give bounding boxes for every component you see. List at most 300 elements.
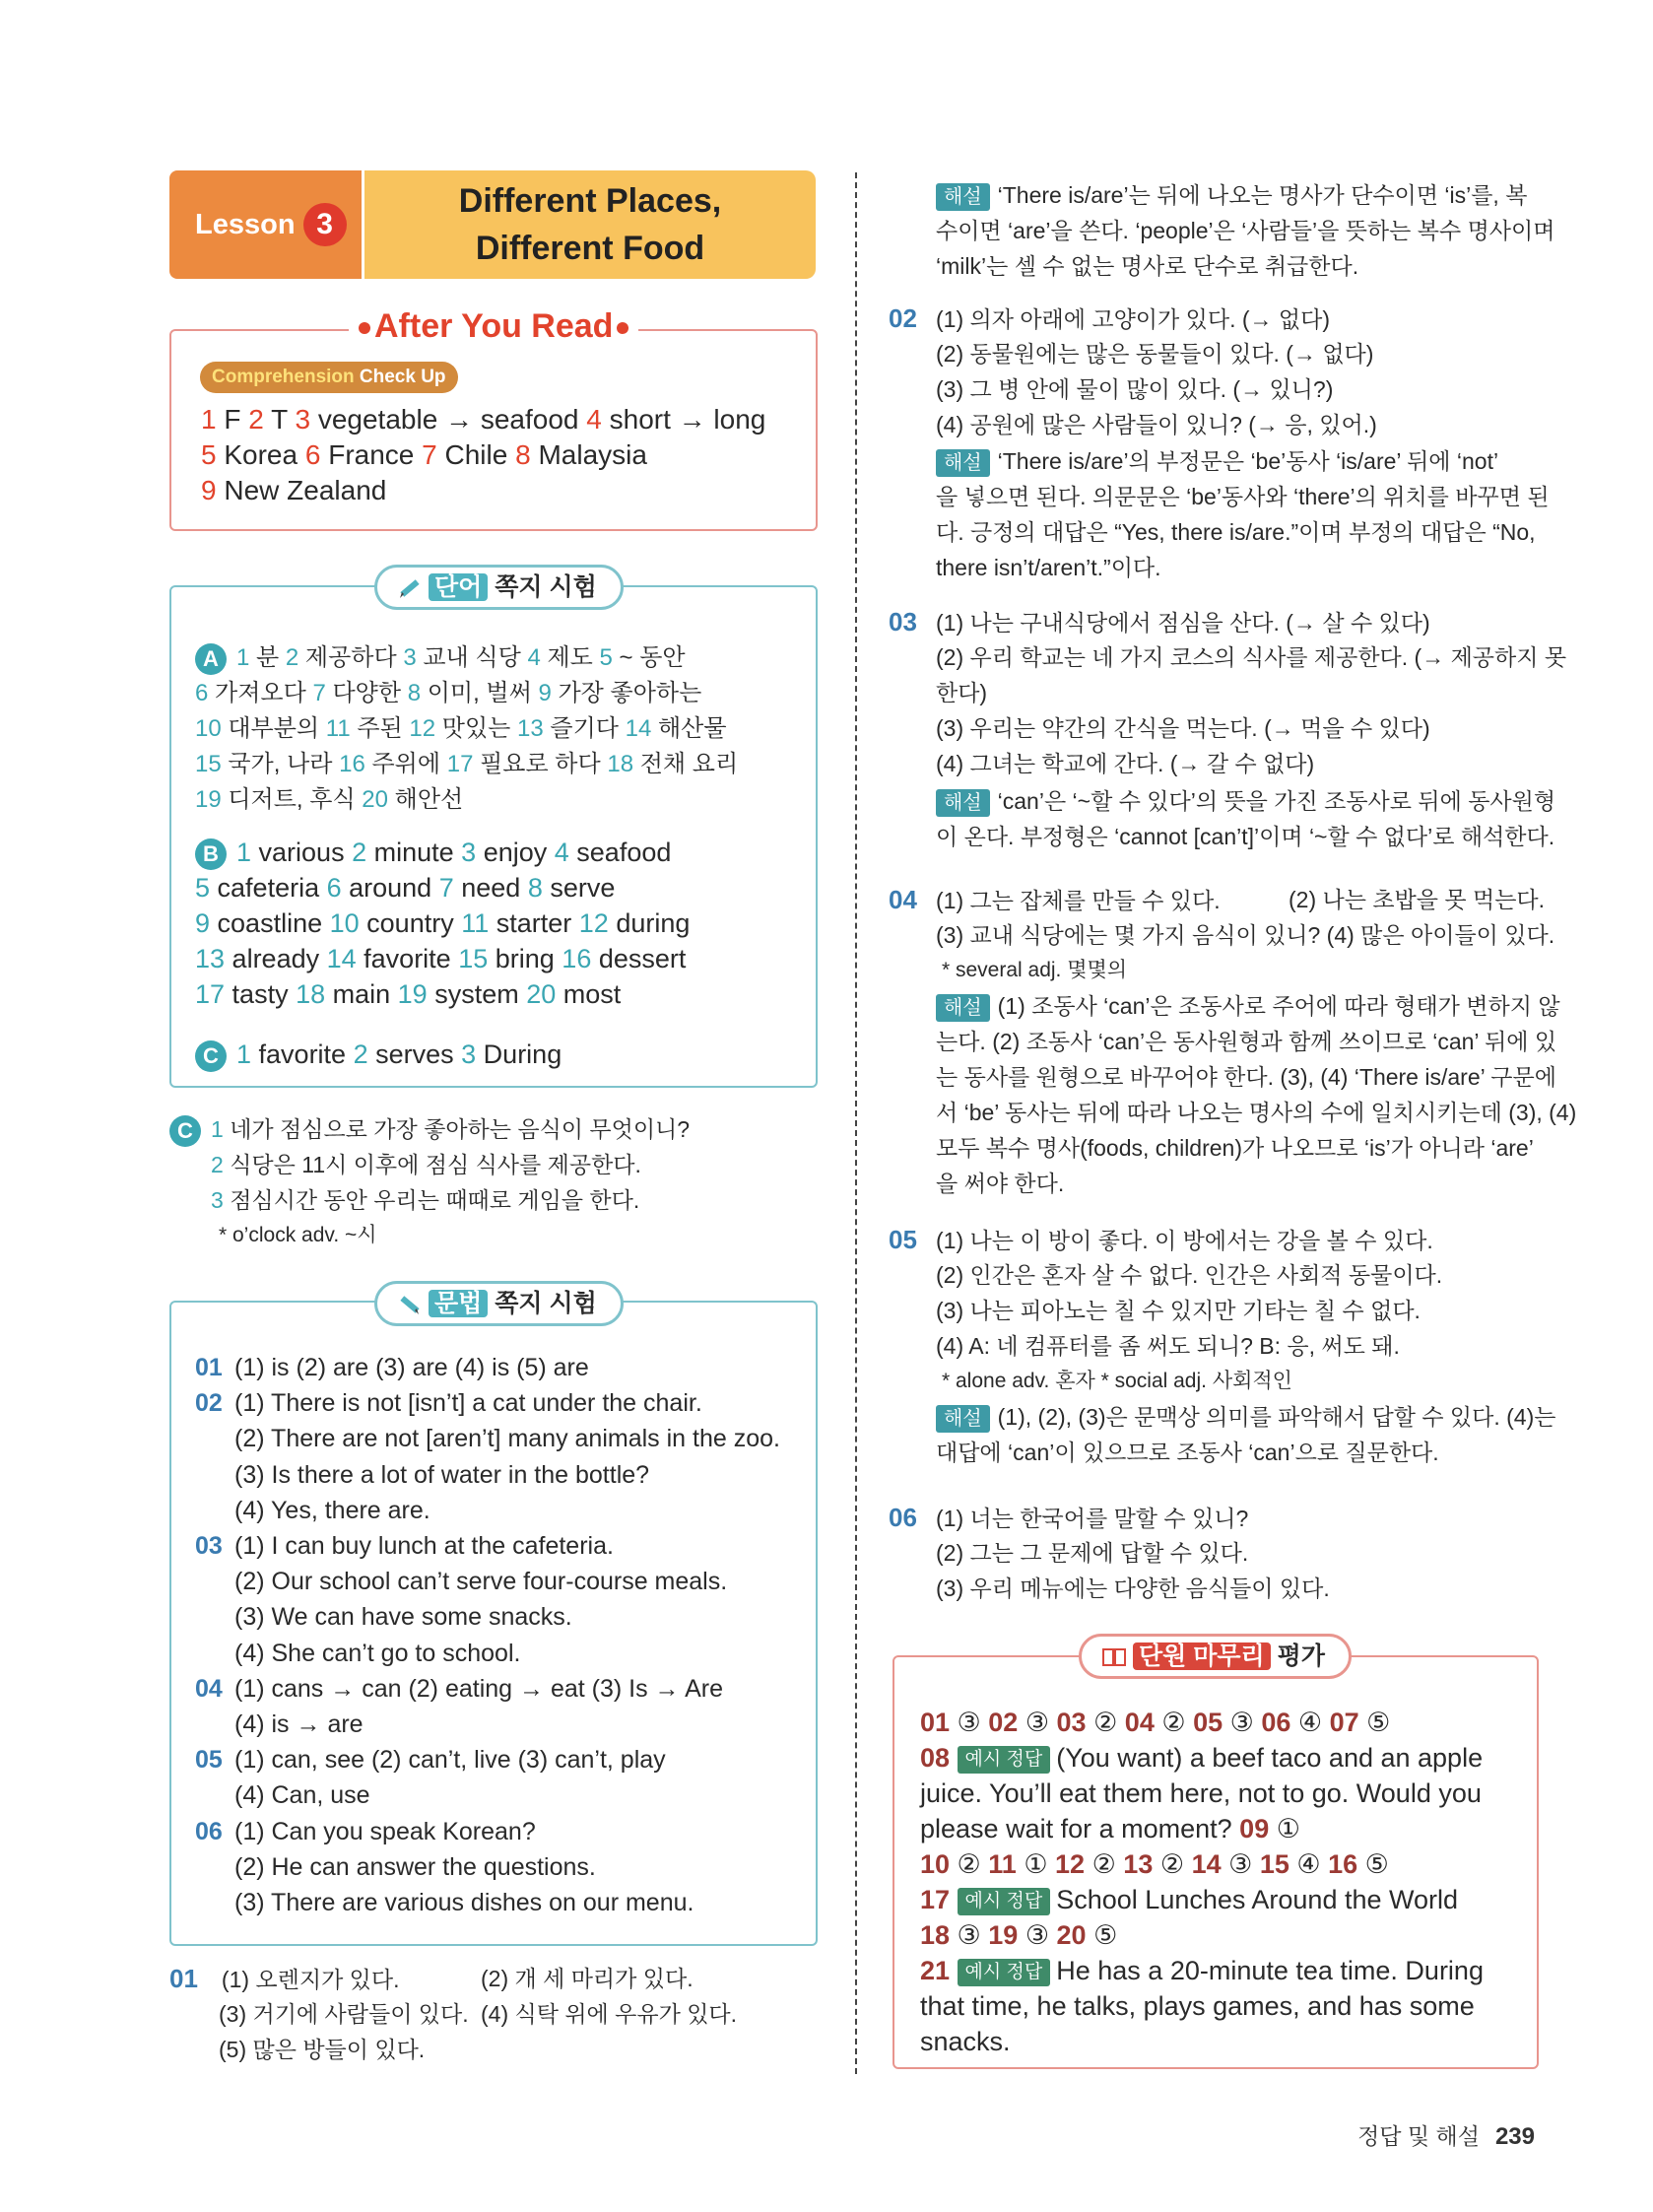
- unit-text: (You want) a beef taco and an apple: [1056, 1743, 1484, 1773]
- explanation-tag: 해설: [936, 449, 990, 477]
- unit-text: please wait for a moment?: [920, 1814, 1240, 1843]
- q-row: [889, 1328, 1400, 1364]
- unit-num: 04: [1124, 1708, 1155, 1737]
- vocab-b-row: [195, 905, 690, 941]
- explanation-tag: 해설: [936, 789, 990, 817]
- vocab-num: 6: [195, 680, 209, 706]
- explanation-text: 모두 복수 명사(foods, children)가 나오므로 ‘is’가 아니라 ‘are’: [936, 1135, 1534, 1161]
- grammar-row: [195, 1350, 589, 1385]
- explanation-text: 을 써야 한다.: [936, 1171, 1065, 1196]
- explanation-text: ‘can’은 ‘~할 수 있다’의 뜻을 가진 조동사로 뒤에 동사원형: [997, 788, 1556, 814]
- vocab-num: 17: [446, 751, 474, 777]
- c-text: 점심시간 동안 우리는 때때로 게임을 한다.: [230, 1187, 640, 1213]
- lb-row2a: (3) 거기에 사람들이 있다.: [219, 2001, 469, 2027]
- grammar-answer: (2) Our school can’t serve four-course meals.: [234, 1568, 728, 1596]
- c-note: * o’clock adv. ~시: [219, 1224, 377, 1246]
- grammar-answer: (4) She can’t go to school.: [234, 1639, 521, 1667]
- q02-expl-row: [936, 443, 1498, 479]
- unit-answer: ③: [1018, 1708, 1057, 1737]
- vocab-answer: 맛있는: [435, 715, 518, 742]
- unit-q17: [920, 1882, 1458, 1917]
- c-korean-row: [169, 1147, 641, 1182]
- vocab-answer: minute: [366, 838, 462, 867]
- unit-q08-l3: [920, 1811, 1300, 1846]
- q-row: [889, 639, 1566, 675]
- vocab-c-row: [195, 1037, 562, 1072]
- pencil-icon: [397, 575, 423, 601]
- explanation-tag: 해설: [936, 1405, 990, 1433]
- ayr-answer: France: [320, 439, 423, 470]
- unit-answer: ②: [1086, 1708, 1125, 1737]
- q-text: (1) 너는 한국어를 말할 수 있니?: [936, 1506, 1249, 1531]
- vocab-b-row: [195, 941, 686, 976]
- vocab-answer: 해산물: [651, 715, 727, 742]
- vocab-answer: around: [341, 873, 439, 903]
- c-num: 1: [211, 1116, 231, 1142]
- vocab-b-row: [195, 835, 671, 870]
- lb-row3a: (5) 많은 방들이 있다.: [219, 2037, 426, 2062]
- ayr-num: 2: [248, 404, 264, 435]
- vocab-a-row: [195, 747, 738, 782]
- q03-expl-row: [936, 783, 1555, 819]
- vocab-num: 8: [407, 680, 422, 706]
- q-row: [889, 604, 1430, 640]
- q04-expl-row: [936, 1095, 1576, 1130]
- grammar-answer: (1) can, see (2) can’t, live (3) can’t, play: [234, 1746, 666, 1775]
- q-row: [889, 1571, 1330, 1606]
- q04-expl-row: [936, 1024, 1556, 1059]
- q04-row2: (3) 교내 식당에는 몇 가지 음식이 있니? (4) 많은 아이들이 있다.: [936, 922, 1555, 948]
- q05-expl-row: [936, 1399, 1555, 1435]
- unit-answer: ③: [950, 1920, 989, 1950]
- q-text: (3) 나는 피아노는 칠 수 있지만 기타는 칠 수 없다.: [936, 1298, 1421, 1323]
- q04-note: * several adj. 몇몇의: [942, 959, 1128, 981]
- vocab-num: 16: [339, 751, 365, 777]
- q-row: [889, 1500, 1248, 1536]
- vocab-num: 12: [578, 908, 609, 938]
- q-text: (2) 인간은 혼자 살 수 없다. 인간은 사회적 동물이다.: [936, 1262, 1443, 1288]
- vocab-num: 19: [397, 979, 428, 1009]
- vocab-answer: system: [427, 979, 527, 1009]
- grammar-answer: (3) Is there a lot of water in the bottle?: [234, 1460, 650, 1489]
- explanation-text: 는다. (2) 조동사 ‘can’은 동사원형과 함께 쓰이므로 ‘can’ 뒤에 있: [936, 1029, 1557, 1054]
- vocab-answer: 제도: [540, 644, 600, 671]
- vocab-answer: serves: [367, 1039, 462, 1069]
- q-row: [889, 336, 1373, 371]
- unit-row3: [920, 1846, 1389, 1882]
- grammar-num: 01: [195, 1354, 223, 1381]
- vocab-num: 18: [296, 979, 326, 1009]
- ayr-num: 8: [515, 439, 531, 470]
- explanation-text: ‘milk’는 셀 수 없는 명사로 단수로 취급한다.: [936, 253, 1359, 279]
- vocab-num: 3: [403, 644, 417, 671]
- vocab-num: 8: [527, 873, 543, 903]
- unit-q08: [920, 1740, 1483, 1776]
- explanation-text: 대답에 ‘can’이 있으므로 조동사 ‘can’으로 질문한다.: [936, 1440, 1439, 1465]
- ayr-num: 3: [295, 404, 311, 435]
- vocab-answer: favorite: [356, 944, 459, 973]
- vocab-answer: cafeteria: [210, 873, 327, 903]
- ayr-num: 6: [304, 439, 321, 470]
- vocab-num: 13: [517, 715, 544, 742]
- vocab-a-row: [195, 782, 463, 818]
- unit-answer: ⑤: [1086, 1920, 1118, 1950]
- vocab-answer: 전채 요리: [633, 751, 739, 777]
- unit-num: 13: [1123, 1849, 1154, 1879]
- explanation-tag: 해설: [936, 183, 990, 211]
- ayr-num: 5: [201, 439, 217, 470]
- grammar-num: 06: [195, 1817, 223, 1845]
- q-row: [889, 1257, 1442, 1293]
- vocab-answer: dessert: [591, 944, 687, 973]
- vocab-b-row: [195, 870, 615, 905]
- unit-answer: ①: [1016, 1849, 1056, 1879]
- unit-num: 20: [1056, 1920, 1087, 1950]
- section-b-circle: B: [195, 838, 227, 870]
- vocab-num: 2: [285, 644, 299, 671]
- ayr-answer: short → long: [601, 404, 766, 435]
- grammar-row: [195, 1385, 702, 1421]
- grammar-row: [195, 1849, 596, 1885]
- vocab-num: 20: [526, 979, 557, 1009]
- q-text: (3) 그 병 안에 물이 많이 있다. (→ 있니?): [936, 376, 1334, 402]
- title-line1: Different Places,: [458, 182, 722, 220]
- vocab-answer: need: [453, 873, 528, 903]
- q04-expl-row: [936, 988, 1560, 1024]
- grammar-answer: (4) Yes, there are.: [234, 1496, 430, 1524]
- c-korean-row: [169, 1182, 639, 1218]
- vocab-answer: 가장 좋아하는: [551, 680, 702, 706]
- grammar-answer: (2) There are not [aren’t] many animals in the zoo.: [234, 1425, 780, 1453]
- vocab-a-row: [195, 711, 727, 747]
- unit-answer: ⑤: [1358, 1708, 1391, 1737]
- grammar-row: [195, 1671, 723, 1707]
- vocab-num: 1: [236, 1039, 252, 1069]
- book-icon: [1101, 1644, 1127, 1670]
- grammar-row: [195, 1742, 666, 1777]
- vocab-num: 1: [236, 644, 250, 671]
- vocab-num: 12: [409, 715, 436, 742]
- grammar-num: 03: [195, 1532, 223, 1560]
- c-text: 네가 점심으로 가장 좋아하는 음식이 무엇이니?: [230, 1116, 691, 1142]
- ayr-answer: New Zealand: [216, 475, 387, 505]
- vocab-answer: various: [251, 838, 353, 867]
- q-row: [889, 1222, 1433, 1258]
- vocab-answer: ~ 동안: [612, 644, 686, 671]
- c-text: 식당은 11시 이후에 점심 식사를 제공한다.: [230, 1152, 641, 1177]
- unit-answer: ③: [1221, 1849, 1260, 1879]
- vocab-a-row: [195, 676, 701, 711]
- vocab-answer: main: [325, 979, 398, 1009]
- ayr-num: 4: [586, 404, 602, 435]
- q-row: [889, 1293, 1421, 1328]
- lesson-label: [169, 170, 362, 279]
- grammar-answer: (4) Can, use: [234, 1781, 370, 1810]
- ayr-answer: Korea: [216, 439, 305, 470]
- grammar-row: [195, 1457, 649, 1493]
- unit-answer: ②: [1085, 1849, 1124, 1879]
- section-c-circle: C: [195, 1040, 227, 1072]
- grammar-answer: (1) cans → can (2) eating → eat (3) Is → Are: [234, 1674, 724, 1703]
- vocab-answer: most: [556, 979, 622, 1009]
- vocab-num: 20: [362, 786, 388, 813]
- vocab-answer: tasty: [225, 979, 297, 1009]
- vocab-answer: serve: [542, 873, 616, 903]
- explanation-text: 는 동사를 원형으로 바꾸어야 한다. (3), (4) ‘There is/are’ 구문에: [936, 1064, 1556, 1090]
- q-row: [889, 746, 1314, 781]
- q-text: (2) 그는 그 문제에 답할 수 있다.: [936, 1540, 1249, 1566]
- vocab-num: 11: [325, 715, 351, 742]
- unit-num: 11: [988, 1849, 1017, 1879]
- ayr-answer: Malaysia: [530, 439, 647, 470]
- ayr-num: 9: [201, 475, 217, 505]
- lb-row1b: (2) 개 세 마리가 있다.: [481, 1966, 694, 1991]
- unit-answer: ③: [1018, 1920, 1057, 1950]
- unit-answer: ①: [1269, 1814, 1300, 1843]
- grammar-answer: (1) is (2) are (3) are (4) is (5) are: [234, 1354, 589, 1381]
- unit-answer: ④: [1289, 1849, 1329, 1879]
- section-c-circle: C: [169, 1115, 201, 1147]
- q-num: 02: [889, 303, 917, 333]
- q05-expl-row: [936, 1435, 1439, 1470]
- grammar-quiz-badge: 문법 쪽지 시험: [374, 1281, 624, 1326]
- unit-num: 01: [920, 1708, 951, 1737]
- lb-row2b: (4) 식탁 위에 우유가 있다.: [481, 2001, 738, 2027]
- unit-num: 08: [920, 1743, 958, 1773]
- vocab-num: 9: [195, 908, 211, 938]
- unit-num: 12: [1055, 1849, 1086, 1879]
- q-text: (1) 나는 이 방이 좋다. 이 방에서는 강을 볼 수 있다.: [936, 1228, 1433, 1253]
- section-a-circle: A: [195, 643, 227, 675]
- vocab-answer: 분: [249, 644, 286, 671]
- grammar-row: [195, 1777, 370, 1813]
- q04-expl-row: [936, 1130, 1534, 1166]
- title-line2: Different Food: [475, 230, 705, 267]
- explanation-text: (1), (2), (3)은 문맥상 의미를 파악해서 답할 수 있다. (4)는: [997, 1404, 1556, 1430]
- top-expl-row: [936, 248, 1358, 284]
- explanation-text: 다. 긍정의 대답은 “Yes, there is/are.”이며 부정의 대답은 “No,: [936, 519, 1536, 545]
- grammar-answer: (3) We can have some snacks.: [234, 1603, 572, 1632]
- grammar-row: [195, 1564, 727, 1599]
- q-text: (3) 우리는 약간의 간식을 먹는다. (→ 먹을 수 있다): [936, 715, 1430, 741]
- q-num: 06: [889, 1503, 917, 1532]
- vocab-num: 10: [329, 908, 360, 938]
- vocab-answer: 즐기다: [543, 715, 626, 742]
- grammar-answer: (2) He can answer the questions.: [234, 1852, 596, 1881]
- vocab-answer: 제공하다: [298, 644, 404, 671]
- grammar-answer: (3) There are various dishes on our menu.: [234, 1889, 694, 1916]
- q-num: 03: [889, 607, 917, 637]
- example-answer-tag: 예시 정답: [958, 1746, 1051, 1774]
- unit-answer: ②: [950, 1849, 989, 1879]
- q-text: (1) 나는 구내식당에서 점심을 산다. (→ 살 수 있다): [936, 610, 1430, 636]
- unit-text: He has a 20-minute tea time. During: [1056, 1956, 1484, 1985]
- unit-num: 03: [1056, 1708, 1087, 1737]
- vocab-num: 17: [195, 979, 226, 1009]
- unit-test-badge: 단원 마무리 평가: [1079, 1634, 1352, 1679]
- unit-num: 07: [1329, 1708, 1359, 1737]
- column-divider: [855, 172, 857, 2074]
- vocab-answer: starter: [489, 908, 579, 938]
- vocab-quiz-badge: 단어 쪽지 시험: [374, 565, 624, 610]
- lesson-title: [364, 170, 816, 279]
- unit-answer: ②: [1154, 1708, 1194, 1737]
- unit-answer: ④: [1290, 1708, 1330, 1737]
- unit-num: 09: [1239, 1814, 1270, 1843]
- unit-num: 17: [920, 1885, 958, 1914]
- grammar-row: [195, 1814, 536, 1849]
- unit-row1: [920, 1705, 1390, 1740]
- unit-num: 02: [988, 1708, 1019, 1737]
- vocab-num: 1: [236, 838, 252, 867]
- q-row: [889, 371, 1333, 407]
- vocab-answer: During: [476, 1039, 562, 1069]
- ayr-row: [201, 402, 765, 437]
- q-text: (4) A: 네 컴퓨터를 좀 써도 되니? B: 응, 써도 돼.: [936, 1333, 1400, 1359]
- explanation-text: (1) 조동사 ‘can’은 조동사로 주어에 따라 형태가 변하지 않: [997, 993, 1560, 1019]
- vocab-answer: seafood: [568, 838, 672, 867]
- vocab-num: 6: [326, 873, 342, 903]
- grammar-row: [195, 1707, 364, 1742]
- grammar-row: [195, 1599, 572, 1635]
- unit-num: 19: [988, 1920, 1019, 1950]
- unit-num: 06: [1261, 1708, 1291, 1737]
- grammar-answer: (1) There is not [isn’t] a cat under the chair.: [234, 1389, 702, 1418]
- page-footer: 정답 및 해설 239: [1357, 2123, 1535, 2150]
- vocab-num: 13: [195, 944, 226, 973]
- grammar-row: [195, 1493, 430, 1528]
- c-korean-row: [169, 1111, 690, 1147]
- ayr-answer: F: [216, 404, 249, 435]
- vocab-num: 5: [195, 873, 211, 903]
- unit-num: 18: [920, 1920, 951, 1950]
- grammar-answer: (1) I can buy lunch at the cafeteria.: [234, 1532, 614, 1560]
- explanation-text: there isn’t/aren’t.”이다.: [936, 555, 1161, 580]
- unit-answer: ②: [1153, 1849, 1192, 1879]
- example-answer-tag: 예시 정답: [958, 1959, 1051, 1986]
- grammar-row: [195, 1885, 694, 1920]
- vocab-answer: country: [359, 908, 462, 938]
- vocab-num: 5: [599, 644, 613, 671]
- vocab-num: 2: [353, 1039, 368, 1069]
- vocab-num: 14: [326, 944, 357, 973]
- q-text: (1) 의자 아래에 고양이가 있다. (→ 없다): [936, 306, 1330, 332]
- ayr-num: 1: [201, 404, 217, 435]
- explanation-tag: 해설: [936, 994, 990, 1022]
- ayr-answer: T: [263, 404, 296, 435]
- vocab-answer: during: [608, 908, 691, 938]
- ayr-answer: Chile: [436, 439, 516, 470]
- after-you-read-title: After You Read: [349, 307, 638, 346]
- unit-num: 14: [1191, 1849, 1222, 1879]
- ayr-num: 7: [422, 439, 437, 470]
- vocab-num: 15: [458, 944, 489, 973]
- vocab-answer: 해안선: [388, 786, 464, 813]
- vocab-b-row: [195, 976, 621, 1012]
- q03-expl-row: [936, 819, 1554, 854]
- grammar-num: 02: [195, 1389, 223, 1418]
- vocab-num: 11: [461, 908, 490, 938]
- vocab-num: 3: [461, 838, 477, 867]
- lb-row1: 01 (1) 오렌지가 있다.: [169, 1964, 400, 1993]
- vocab-answer: 대부분의: [221, 715, 326, 742]
- vocab-answer: enjoy: [476, 838, 555, 867]
- vocab-num: 10: [195, 715, 222, 742]
- q02-expl-row: [936, 514, 1536, 550]
- q-text: (1) 그는 잡체를 만들 수 있다.: [936, 888, 1221, 913]
- unit-row5: [920, 1917, 1117, 1953]
- ayr-row: [201, 437, 647, 473]
- unit-answer: ③: [950, 1708, 989, 1737]
- explanation-text: 이 온다. 부정형은 ‘cannot [can’t]’이며 ‘~할 수 없다’로 해석한다.: [936, 824, 1555, 849]
- grammar-num: 05: [195, 1746, 223, 1775]
- unit-q21-l3: snacks.: [920, 2027, 1011, 2056]
- pencil-icon: [397, 1292, 423, 1317]
- vocab-num: 9: [538, 680, 552, 706]
- unit-q08-l2: juice. You’ll eat them here, not to go. Would you: [920, 1778, 1482, 1808]
- vocab-answer: 주된: [350, 715, 410, 742]
- q-text: (2) 동물원에는 많은 동물들이 있다. (→ 없다): [936, 341, 1374, 367]
- unit-num: 05: [1193, 1708, 1223, 1737]
- vocab-num: 15: [195, 751, 222, 777]
- q04-expl-row: [936, 1059, 1556, 1095]
- grammar-row: [195, 1636, 520, 1671]
- unit-answer: ⑤: [1357, 1849, 1389, 1879]
- unit-num: 21: [920, 1956, 958, 1985]
- q-row: [889, 710, 1430, 746]
- vocab-answer: 이미, 벌써: [421, 680, 539, 706]
- lesson-text: Lesson: [195, 208, 296, 240]
- vocab-answer: 필요로 하다: [473, 751, 608, 777]
- unit-q21-l2: that time, he talks, plays games, and has some: [920, 1991, 1475, 2021]
- grammar-num: 04: [195, 1674, 223, 1703]
- q05-note: * alone adv. 혼자 * social adj. 사회적인: [942, 1370, 1292, 1392]
- explanation-text: ‘There is/are’의 부정문은 ‘be’동사 ‘is/are’ 뒤에 ‘not’: [997, 448, 1499, 474]
- vocab-num: 4: [527, 644, 541, 671]
- q-text: (2) 우리 학교는 네 가지 코스의 식사를 제공한다. (→ 제공하지 못: [936, 644, 1567, 670]
- vocab-answer: 국가, 나라: [221, 751, 340, 777]
- unit-q21: [920, 1953, 1484, 1988]
- q-row: [889, 1535, 1248, 1571]
- ayr-answer: vegetable → seafood: [310, 404, 587, 435]
- q04-expl-row: [936, 1166, 1064, 1201]
- vocab-answer: already: [225, 944, 327, 973]
- explanation-text: 서 ‘be’ 동사는 뒤에 따라 나오는 명사의 수에 일치시키는데 (3), (4): [936, 1100, 1577, 1125]
- vocab-num: 3: [461, 1039, 477, 1069]
- explanation-text: 을 넣으면 된다. 의문문은 ‘be’동사와 ‘there’의 위치를 바꾸면 된: [936, 484, 1550, 509]
- q04-row1: [889, 882, 1221, 918]
- vocab-answer: 가져오다: [208, 680, 313, 706]
- vocab-answer: 교내 식당: [416, 644, 528, 671]
- unit-answer: ③: [1223, 1708, 1262, 1737]
- q04-row1b: (2) 나는 초밥을 못 먹는다.: [1289, 887, 1546, 912]
- ayr-row: [201, 473, 386, 508]
- explanation-text: 수이면 ‘are’을 쓴다. ‘people’은 ‘사람들’을 뜻하는 복수 명사이며: [936, 218, 1555, 243]
- vocab-num: 7: [438, 873, 454, 903]
- comprehension-check-pill: Comprehension Check Up: [200, 362, 458, 393]
- q02-expl-row: [936, 479, 1550, 514]
- grammar-answer: (1) Can you speak Korean?: [234, 1817, 536, 1845]
- unit-text: School Lunches Around the World: [1056, 1885, 1459, 1914]
- grammar-row: [195, 1528, 614, 1564]
- unit-num: 15: [1259, 1849, 1289, 1879]
- q-num: 05: [889, 1225, 917, 1254]
- vocab-num: 4: [554, 838, 569, 867]
- vocab-answer: coastline: [210, 908, 330, 938]
- q-text: (4) 공원에 많은 사람들이 있니? (→ 응, 있어.): [936, 412, 1377, 437]
- q-row: [889, 301, 1330, 337]
- q-text: 한다): [936, 680, 988, 705]
